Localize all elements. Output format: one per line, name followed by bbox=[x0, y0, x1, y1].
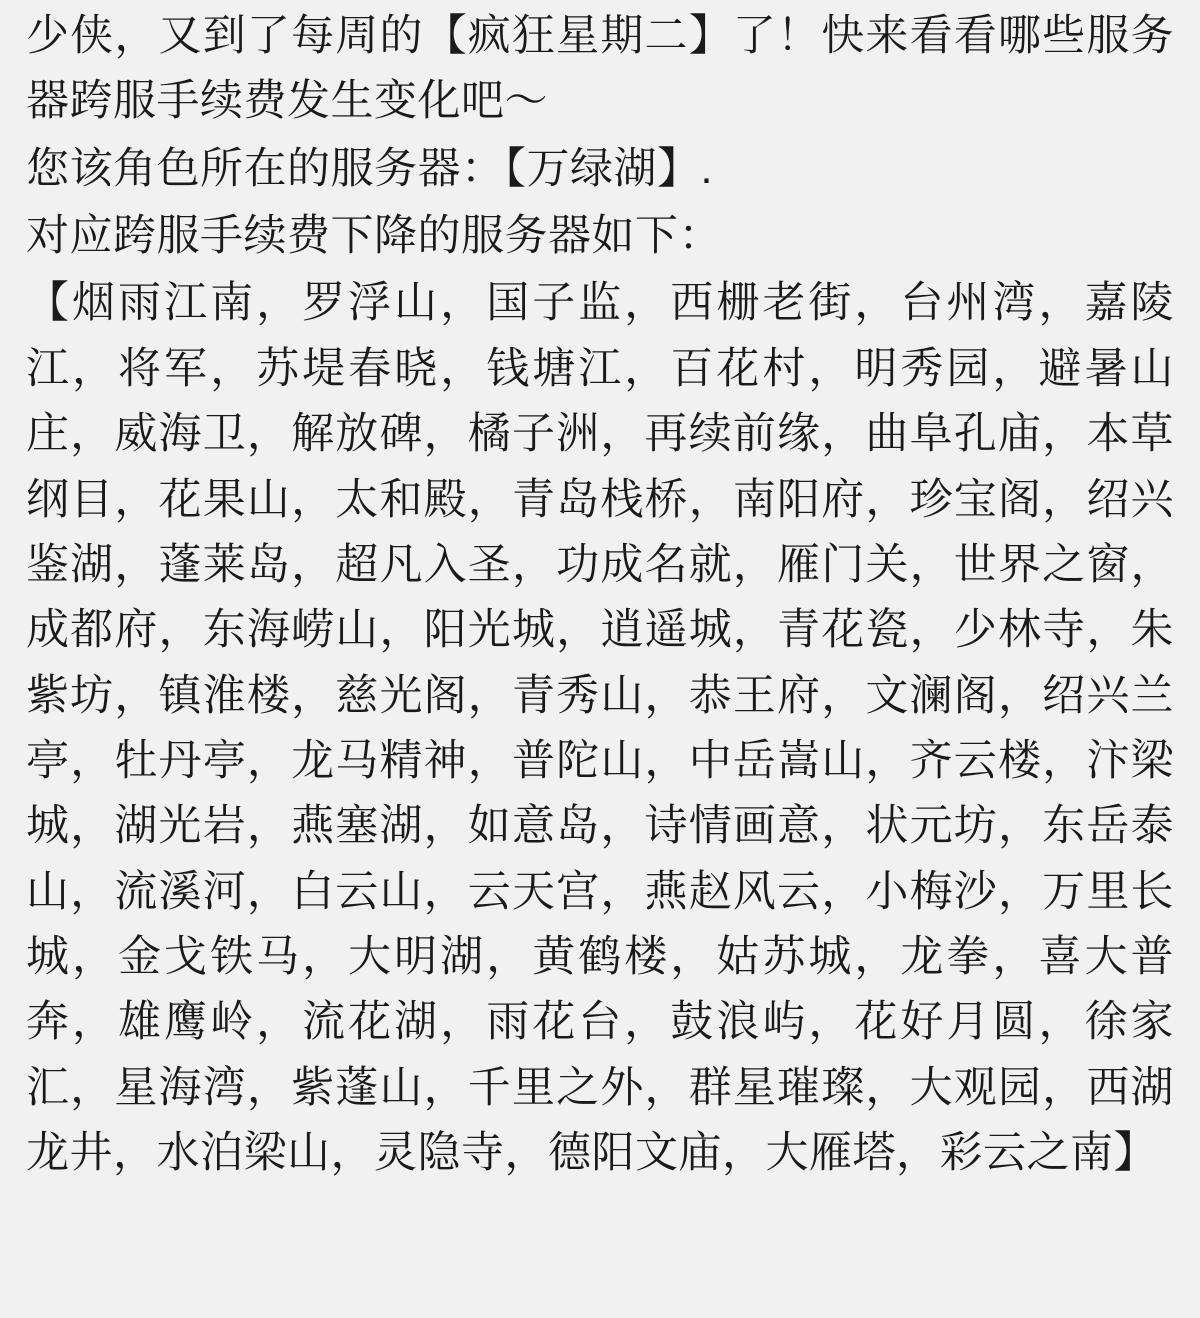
current-server-line: 您该角色所在的服务器：【万绿湖】. bbox=[26, 144, 713, 193]
section-label: 对应跨服手续费下降的服务器如下： bbox=[26, 212, 722, 261]
announcement-intro: 少侠，又到了每周的【疯狂星期二】了！快来看看哪些服务器跨服手续费发生变化吧～ bbox=[26, 12, 1174, 126]
announcement-body bbox=[26, 4, 1174, 1186]
server-list: 【烟雨江南，罗浮山，国子监，西栅老街，台州湾，嘉陵江，将军，苏堤春晓，钱塘江，百花村，明秀园，避暑山庄，威海卫，解放碑，橘子洲，再续前缘，曲阜孔庙，本草纲目，花果山，太和殿，青岛栈桥，南阳府，珍宝阁，绍兴鉴湖，蓬莱岛，超凡入圣，功成名就，雁门关，世界之窗，成都府，东海崂山，阳光城，逍遥城，青花瓷，少林寺，朱紫坊，镇淮楼，慈光阁，青秀山，恭王府，文澜阁，绍兴兰亭，牡丹亭，龙马精神，普陀山，中岳嵩山，齐云楼，汴梁城，湖光岩，燕塞湖，如意岛，诗情画意，状元坊，东岳泰山，流溪河，白云山，云天宫，燕赵风云，小梅沙，万里长城，金戈铁马，大明湖，黄鹤楼，姑苏城，龙拳，喜大普奔，雄鹰岭，流花湖，雨花台，鼓浪屿，花好月圆，徐家汇，星海湾，紫蓬山，千里之外，群星璀璨，大观园，西湖龙井，水泊梁山，灵隐寺，德阳文庙，大雁塔，彩云之南】 bbox=[26, 279, 1174, 1178]
